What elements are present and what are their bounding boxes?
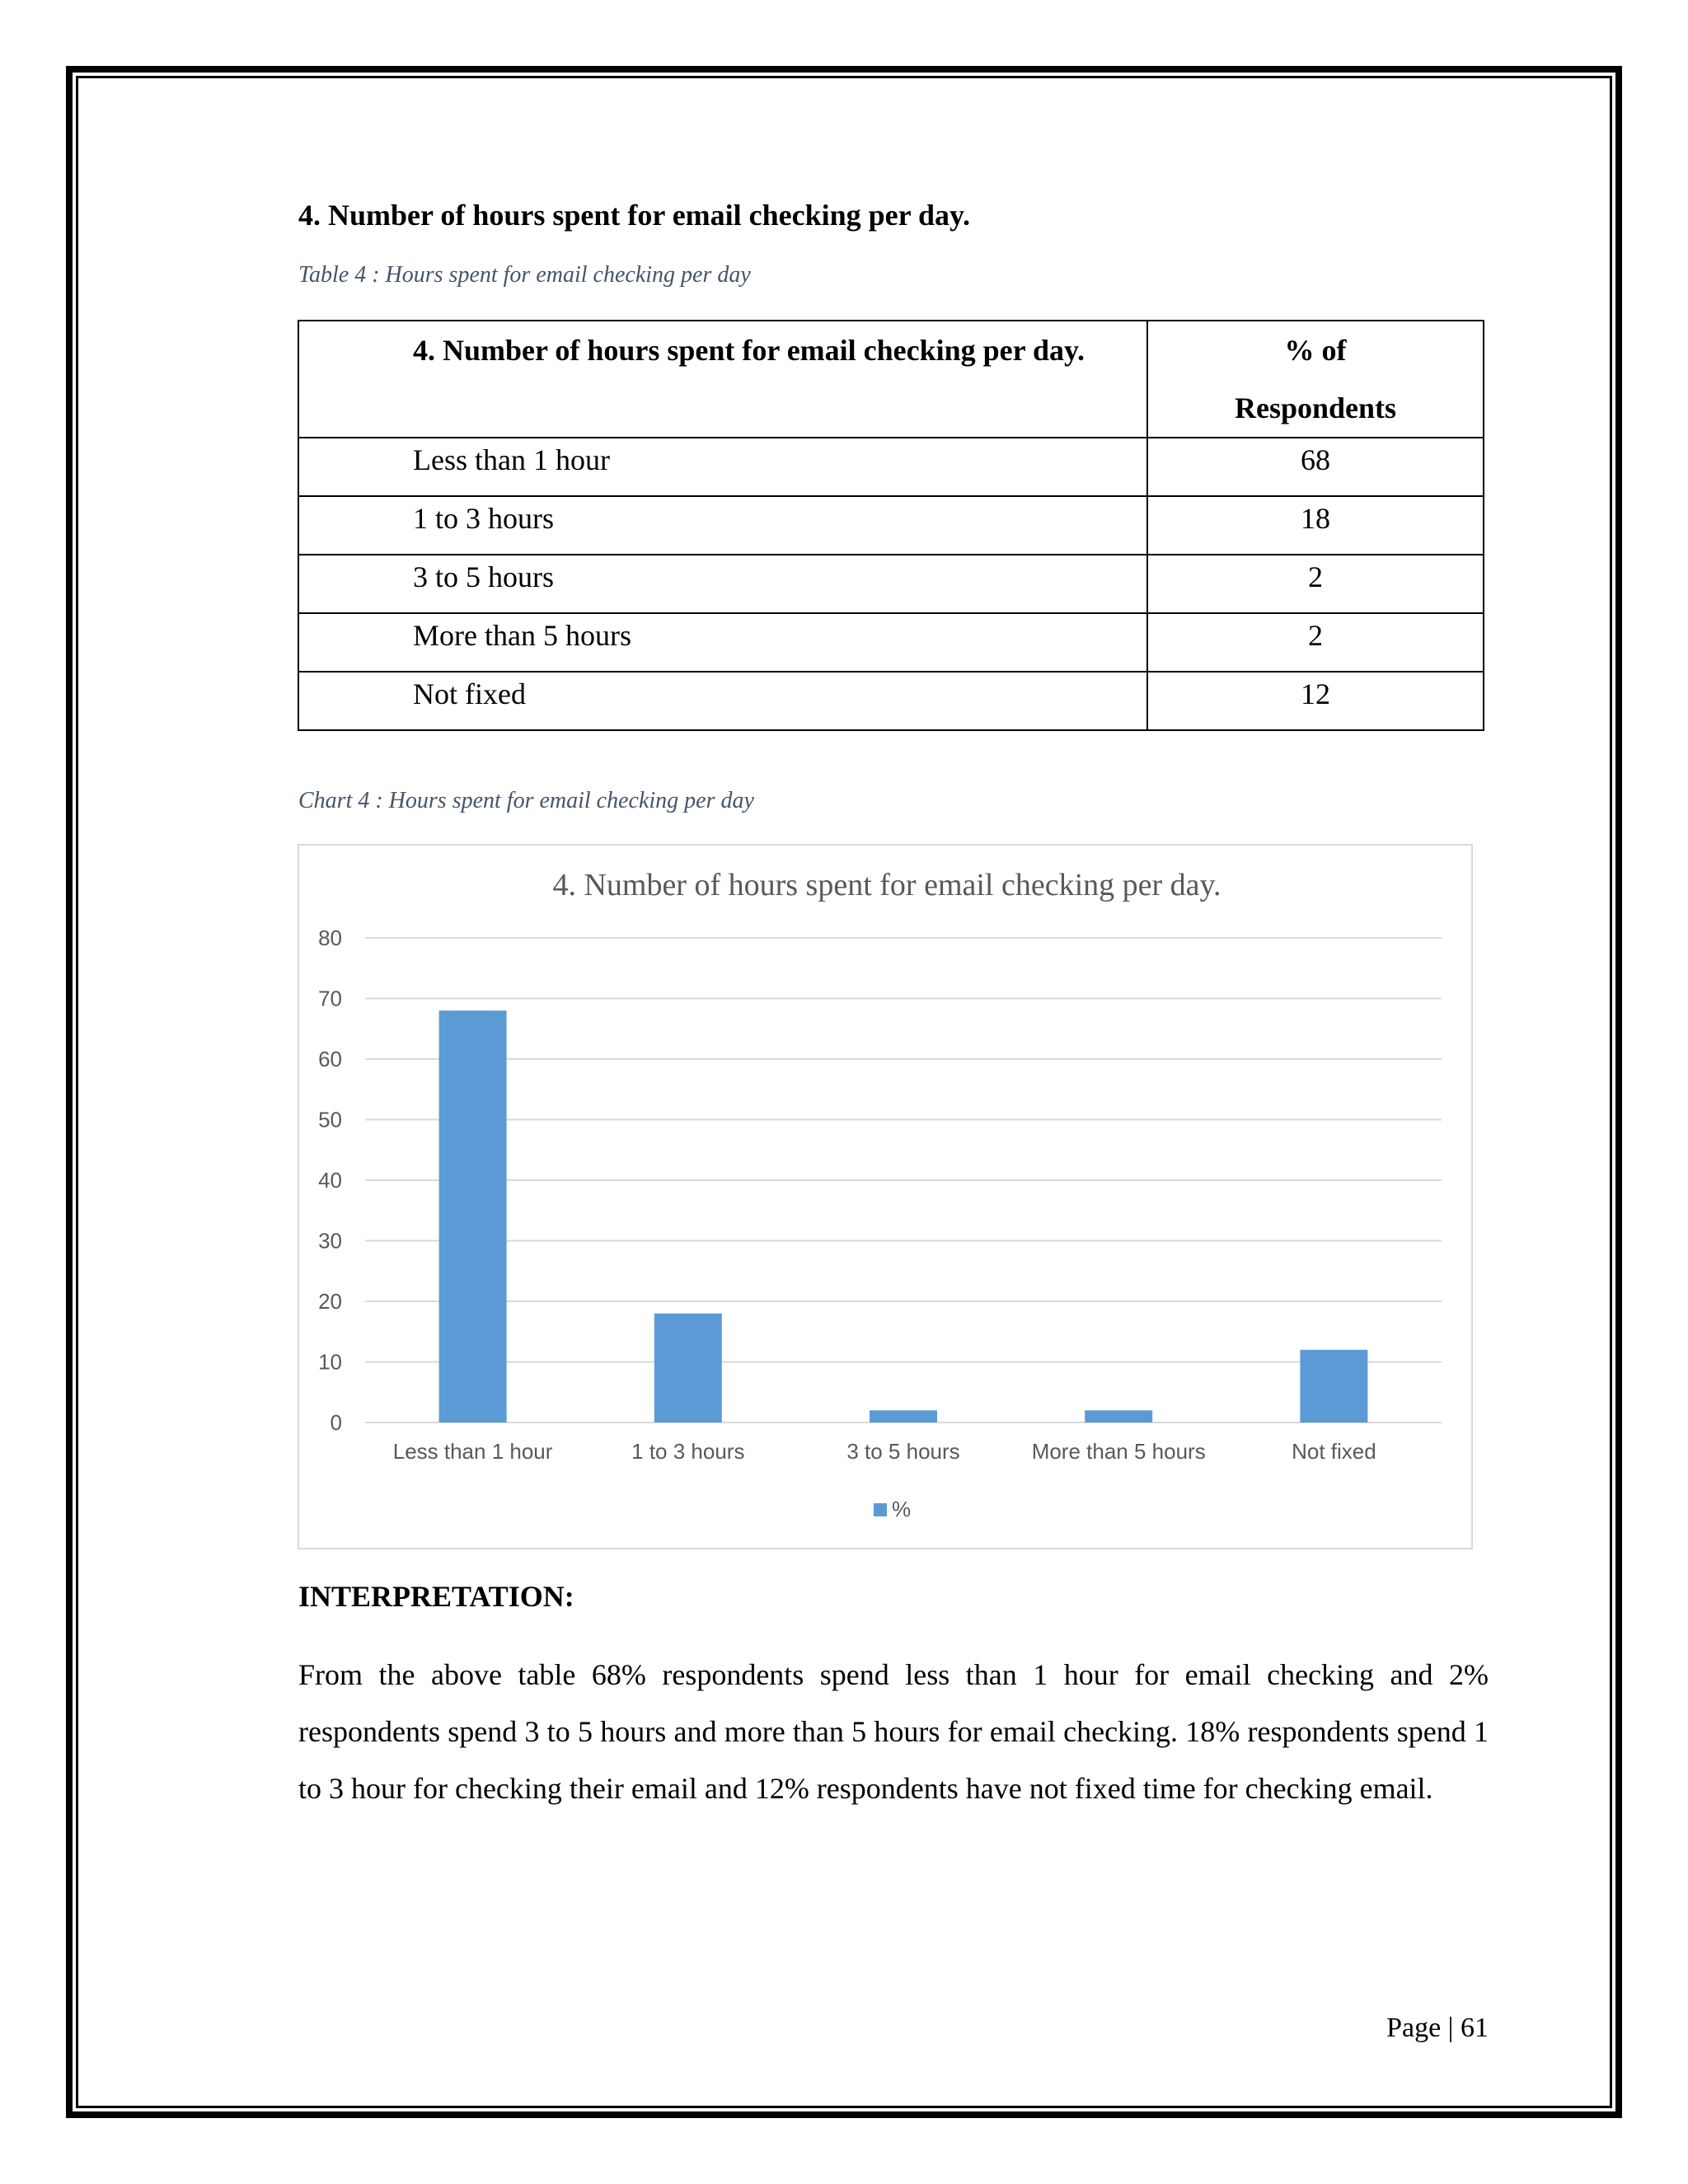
legend-swatch [874, 1503, 887, 1516]
legend-label: % [892, 1497, 912, 1521]
bar [1085, 1410, 1152, 1422]
y-tick-label: 80 [318, 926, 342, 950]
x-tick-label: Not fixed [1292, 1439, 1376, 1464]
section-heading: 4. Number of hours spent for email checking per day. [298, 199, 971, 232]
bar [1300, 1350, 1367, 1422]
y-tick-label: 60 [318, 1047, 342, 1071]
page-number: Page | 61 [1386, 2013, 1489, 2043]
x-tick-label: Less than 1 hour [392, 1439, 553, 1464]
bar [439, 1010, 507, 1422]
y-tick-label: 0 [330, 1410, 342, 1435]
table-caption: Table 4 : Hours spent for email checking per day [298, 262, 751, 288]
row-category: Less than 1 hour [413, 443, 610, 476]
row-category-cell [298, 613, 1147, 672]
row-category: Not fixed [413, 677, 526, 710]
header-value-line2: Respondents [1234, 391, 1397, 424]
x-tick-label: 3 to 5 hours [846, 1439, 960, 1464]
row-category: More than 5 hours [413, 619, 631, 652]
y-tick-label: 10 [318, 1349, 342, 1375]
row-value: 2 [1147, 555, 1484, 613]
header-category [298, 321, 1147, 438]
bar [870, 1410, 937, 1422]
table-row [298, 672, 1484, 730]
row-value: 18 [1147, 496, 1484, 555]
header-value-line1: % of [1284, 334, 1347, 367]
x-tick-label: 1 to 3 hours [631, 1439, 745, 1464]
table-header-row [298, 321, 1484, 438]
y-tick-label: 40 [318, 1168, 342, 1193]
chart-title: 4. Number of hours spent for email checking per day. [552, 868, 1221, 902]
row-value: 68 [1147, 438, 1484, 496]
table-row [298, 555, 1484, 613]
row-category-cell [298, 438, 1147, 496]
row-category-cell [298, 672, 1147, 730]
bar-chart-svg [299, 846, 1475, 1551]
row-category-cell [298, 496, 1147, 555]
y-tick-label: 50 [318, 1107, 342, 1132]
chart-caption: Chart 4 : Hours spent for email checking per day [298, 788, 754, 813]
interpretation-heading: INTERPRETATION: [298, 1580, 574, 1613]
y-tick-label: 20 [318, 1289, 342, 1314]
table-row [298, 496, 1484, 555]
table-row [298, 613, 1484, 672]
bar-chart [298, 844, 1473, 1549]
table-row [298, 438, 1484, 496]
header-value [1147, 321, 1484, 438]
row-category-cell [298, 555, 1147, 613]
row-value: 12 [1147, 672, 1484, 730]
row-category: 1 to 3 hours [413, 502, 554, 535]
header-category-label: 4. Number of hours spent for email checking per day. [413, 334, 1085, 367]
y-tick-label: 30 [318, 1228, 342, 1254]
hours-table [298, 320, 1484, 731]
bar [654, 1314, 722, 1422]
interpretation-text: From the above table 68% respondents spend less than 1 hour for email checking and 2% respondents spend 3 to 5 hours and more than 5 hours for email checking. 18% respondents spend 1 to 3 hour for checking their email and 12% respondents have not fixed time for checking email. [298, 1658, 1489, 1805]
row-category: 3 to 5 hours [413, 560, 554, 593]
row-value: 2 [1147, 613, 1484, 672]
y-tick-label: 70 [318, 986, 342, 1011]
x-tick-label: More than 5 hours [1031, 1439, 1206, 1464]
